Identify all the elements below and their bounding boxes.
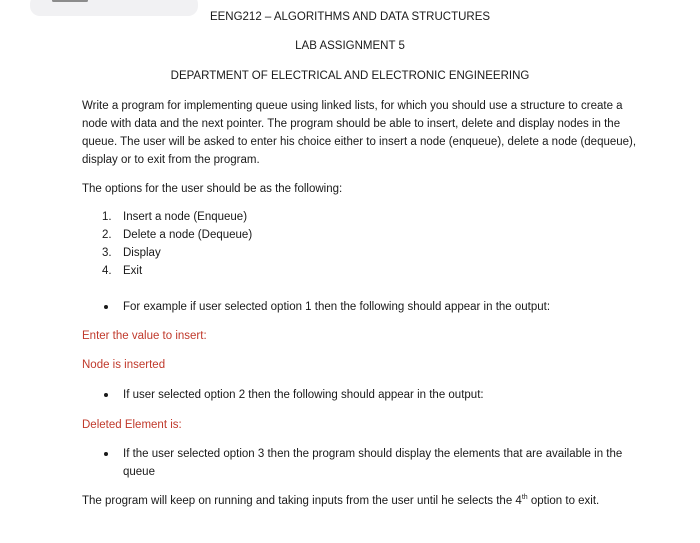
option-number: 2. (102, 229, 112, 241)
bullet-icon (104, 305, 108, 309)
toolbar-handle (52, 0, 88, 2)
option-label: Display (123, 247, 161, 259)
closing-paragraph (82, 492, 637, 510)
bullet-text: If user selected option 2 then the following should appear in the output: (123, 389, 484, 401)
bullet-option3-display (104, 445, 624, 481)
option-label: Delete a node (Dequeue) (123, 229, 253, 241)
output-deleted-element: Deleted Element is: (82, 419, 182, 431)
bullet-option1-example (104, 298, 624, 316)
intro-paragraph: Write a program for implementing queue using linked lists, for which you should use a structure to create a node with data and the next pointer. The program should be able to insert, delete and display nodes in the queue. The user will be asked to enter his choice either to insert a node (enqueue), delete a node (dequeue), display or to exit from the program. (82, 100, 637, 166)
option-number: 3. (102, 247, 112, 259)
option-number: 4. (102, 265, 112, 277)
closing-text-end: option to exit. (527, 495, 600, 507)
option-label: Exit (123, 265, 143, 277)
output-node-inserted: Node is inserted (82, 359, 166, 371)
bullet-icon (104, 393, 108, 397)
assignment-title: LAB ASSIGNMENT 5 (295, 40, 405, 52)
bullet-icon (104, 452, 108, 456)
bullet-option2-example (104, 386, 624, 404)
option-label: Insert a node (Enqueue) (123, 211, 248, 223)
option-item-delete (102, 226, 252, 244)
closing-text: The program will keep on running and taking inputs from the user until he selects the 4 (82, 495, 522, 507)
output-enter-value: Enter the value to insert: (82, 330, 207, 342)
bullet-text: For example if user selected option 1 then the following should appear in the output: (123, 301, 551, 313)
ordinal-suffix: th (521, 494, 528, 502)
bullet-text: If the user selected option 3 then the program should display the elements that are available in the queue (123, 448, 623, 478)
option-item-exit (102, 262, 142, 280)
option-item-display (102, 244, 161, 262)
department-title: DEPARTMENT OF ELECTRICAL AND ELECTRONIC ENGINEERING (170, 70, 530, 82)
options-intro: The options for the user should be as the following: (82, 183, 343, 195)
option-number: 1. (102, 211, 112, 223)
option-item-insert (102, 208, 247, 226)
course-title: EENG212 – ALGORITHMS AND DATA STRUCTURES (209, 11, 491, 23)
